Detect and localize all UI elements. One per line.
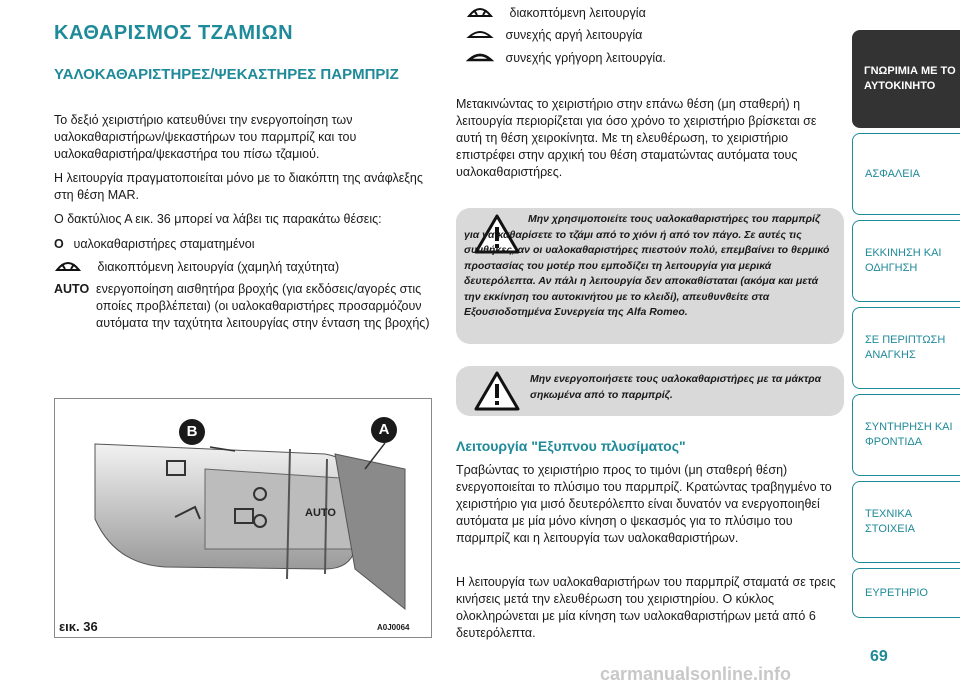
mode-fast-text: συνεχής γρήγορη λειτουργία. xyxy=(505,51,666,65)
warning-triangle-icon xyxy=(474,371,520,416)
callout-a: A xyxy=(371,417,397,443)
stop-paragraph: Η λειτουργία των υαλοκαθαριστήρων του παρμπρίζ σταματά σε τρεις κινήσεις μετά την ελευθέρωση του χειριστηρίου. Ο κύκλος ολοκληρώνεται με μία κίνηση των υαλοκαθαριστήρων μετά από 6 δευτερόλεπτα. xyxy=(456,575,836,640)
intermittent-wiper-icon xyxy=(54,258,94,277)
callout-b: B xyxy=(179,419,205,445)
tab-emergency[interactable]: ΣΕ ΠΕΡΙΠΤΩΣΗ ΑΝΑΓΚΗΣ xyxy=(852,307,960,389)
smart-wash-paragraph: Τραβώντας το χειριστήριο προς το τιμόνι (μη σταθερή θέση) ενεργοποιείται το πλύσιμο του παρμπρίζ. Κρατώντας τραβηγμένο το χειριστήριο για μισό δευτερόλεπτο είναι δυνατόν να ενεργοποιηθεί αυτόματα με μία μόνο κίνηση ο ψεκασμός για το πλύσιμο του παρμπρίζ και η λειτουργία των υαλοκαθαριστήρων. xyxy=(456,463,832,545)
figure-caption: εικ. 36 xyxy=(59,619,98,634)
intro-paragraph: Το δεξιό χειριστήριο κατευθύνει την ενεργοποίηση των υαλοκαθαριστήρων/ψεκαστήρων του παρμπρίζ και του υαλοκαθαριστήρα/ψεκαστήρα του πίσω τζαμιού. xyxy=(54,113,357,161)
mode-fast xyxy=(466,50,836,67)
position-auto xyxy=(54,281,432,332)
stalk-auto-label: AUTO xyxy=(305,507,336,519)
mode-intermittent xyxy=(466,4,836,23)
tab-maintenance[interactable]: ΣΥΝΤΗΡΗΣΗ ΚΑΙ ΦΡΟΝΤΙΔΑ xyxy=(852,394,960,476)
momentary-paragraph: Μετακινώντας το χειριστήριο στην επάνω θέση (μη σταθερή) η λειτουργία περιορίζεται για όσο χρόνο το χειριστήριο βρίσκεται σε αυτή τη θέση χειροκίνητα. Με τη ελευθέρωση, το χειριστήριο επιστρέφει στην αρχική του θέση σταματώντας αυτόματα τους υαλοκαθαριστήρες. xyxy=(456,97,817,179)
fast-wiper-icon xyxy=(466,50,502,67)
position-auto-text: ενεργοποίηση αισθητήρα βροχής (για εκδόσεις/αγορές στις οποίες προβλέπεται) (οι υαλοκαθαριστήρες προσαρμόζουν αυτόματα την ταχύτητα λειτουργίας στην ένταση της βροχής) xyxy=(96,282,430,330)
ring-positions-paragraph: Ο δακτύλιος Α εικ. 36 μπορεί να λάβει τις παρακάτω θέσεις: xyxy=(54,212,382,226)
ignition-paragraph: Η λειτουργία πραγματοποιείται μόνο με το διακόπτη της ανάφλεξης στη θέση MAR. xyxy=(54,171,423,202)
position-intermittent xyxy=(54,258,424,277)
warning-raised-text: Μην ενεργοποιήσετε τους υαλοκαθαριστήρες με τα μάκτρα σηκωμένα από το παρμπρίζ. xyxy=(530,373,822,401)
chapter-sidebar xyxy=(852,0,960,686)
stalk-figure xyxy=(54,398,432,638)
tab-technical-data[interactable]: ΤΕΧΝΙΚΑ ΣΤΟΙΧΕΙΑ xyxy=(852,481,960,563)
position-off xyxy=(54,236,424,253)
watermark: carmanualsonline.info xyxy=(600,664,792,684)
mode-slow xyxy=(466,27,836,44)
warning-box-raised xyxy=(456,366,844,416)
mode-slow-text: συνεχής αργή λειτουργία xyxy=(505,28,643,42)
position-intermittent-text: διακοπτόμενη λειτουργία (χαμηλή ταχύτητα) xyxy=(97,259,340,274)
auto-symbol: AUTO xyxy=(54,282,90,296)
slow-wiper-icon xyxy=(466,27,502,44)
page-number: 69 xyxy=(870,648,888,665)
position-off-text: υαλοκαθαριστήρες σταματημένοι xyxy=(73,237,255,251)
off-symbol: O xyxy=(54,237,64,251)
tab-index[interactable]: ΕΥΡΕΤΗΡΙΟ xyxy=(852,568,960,618)
section-heading: Λειτουργία "Εξυπνου πλυσίματος" xyxy=(456,438,686,454)
section-subtitle: ΥΑΛΟΚΑΘΑΡΙΣΤΗΡΕΣ/ΨΕΚΑΣΤΗΡΕΣ ΠΑΡΜΠΡΙΖ xyxy=(54,66,399,83)
warning-box-ice xyxy=(456,208,844,344)
tab-starting-driving[interactable]: ΕΚΚΙΝΗΣΗ ΚΑΙ ΟΔΗΓΗΣΗ xyxy=(852,220,960,302)
intermittent-wiper-icon xyxy=(466,4,506,23)
figure-code: A0J0064 xyxy=(377,623,410,632)
tab-getting-to-know[interactable]: ΓΝΩΡΙΜΙΑ ΜΕ ΤΟ ΑΥΤΟΚΙΝΗΤΟ xyxy=(852,30,960,128)
warning-ice-text: Μην χρησιμοποιείτε τους υαλοκαθαριστήρες του παρμπρίζ για να καθαρίσετε το τζάμι από το χιόνι ή από τον πάγο. Σε αυτές τις συνθήκες, αν οι υαλοκαθαριστήρες πιεστούν πολύ, επεμβαίνει το θερμικό προστασίας του μοτέρ που εμποδίζει τη λειτουργία για μερικά δευτερόλεπτα. Αν πάλι η λειτουργία δεν αποκαθίσταται (ακόμα και μετά την εκκίνηση του αυτοκινήτου με το κλειδί), απευθυνθείτε στα Εξουσιοδοτημένα Συνεργεία της Alfa Romeo. xyxy=(464,213,830,318)
tab-safety[interactable]: ΑΣΦΑΛΕΙΑ xyxy=(852,133,960,215)
mode-intermittent-text: διακοπτόμενη λειτουργία xyxy=(509,5,646,20)
page-title: ΚΑΘΑΡΙΣΜΟΣ ΤΖΑΜΙΩΝ xyxy=(54,22,294,44)
